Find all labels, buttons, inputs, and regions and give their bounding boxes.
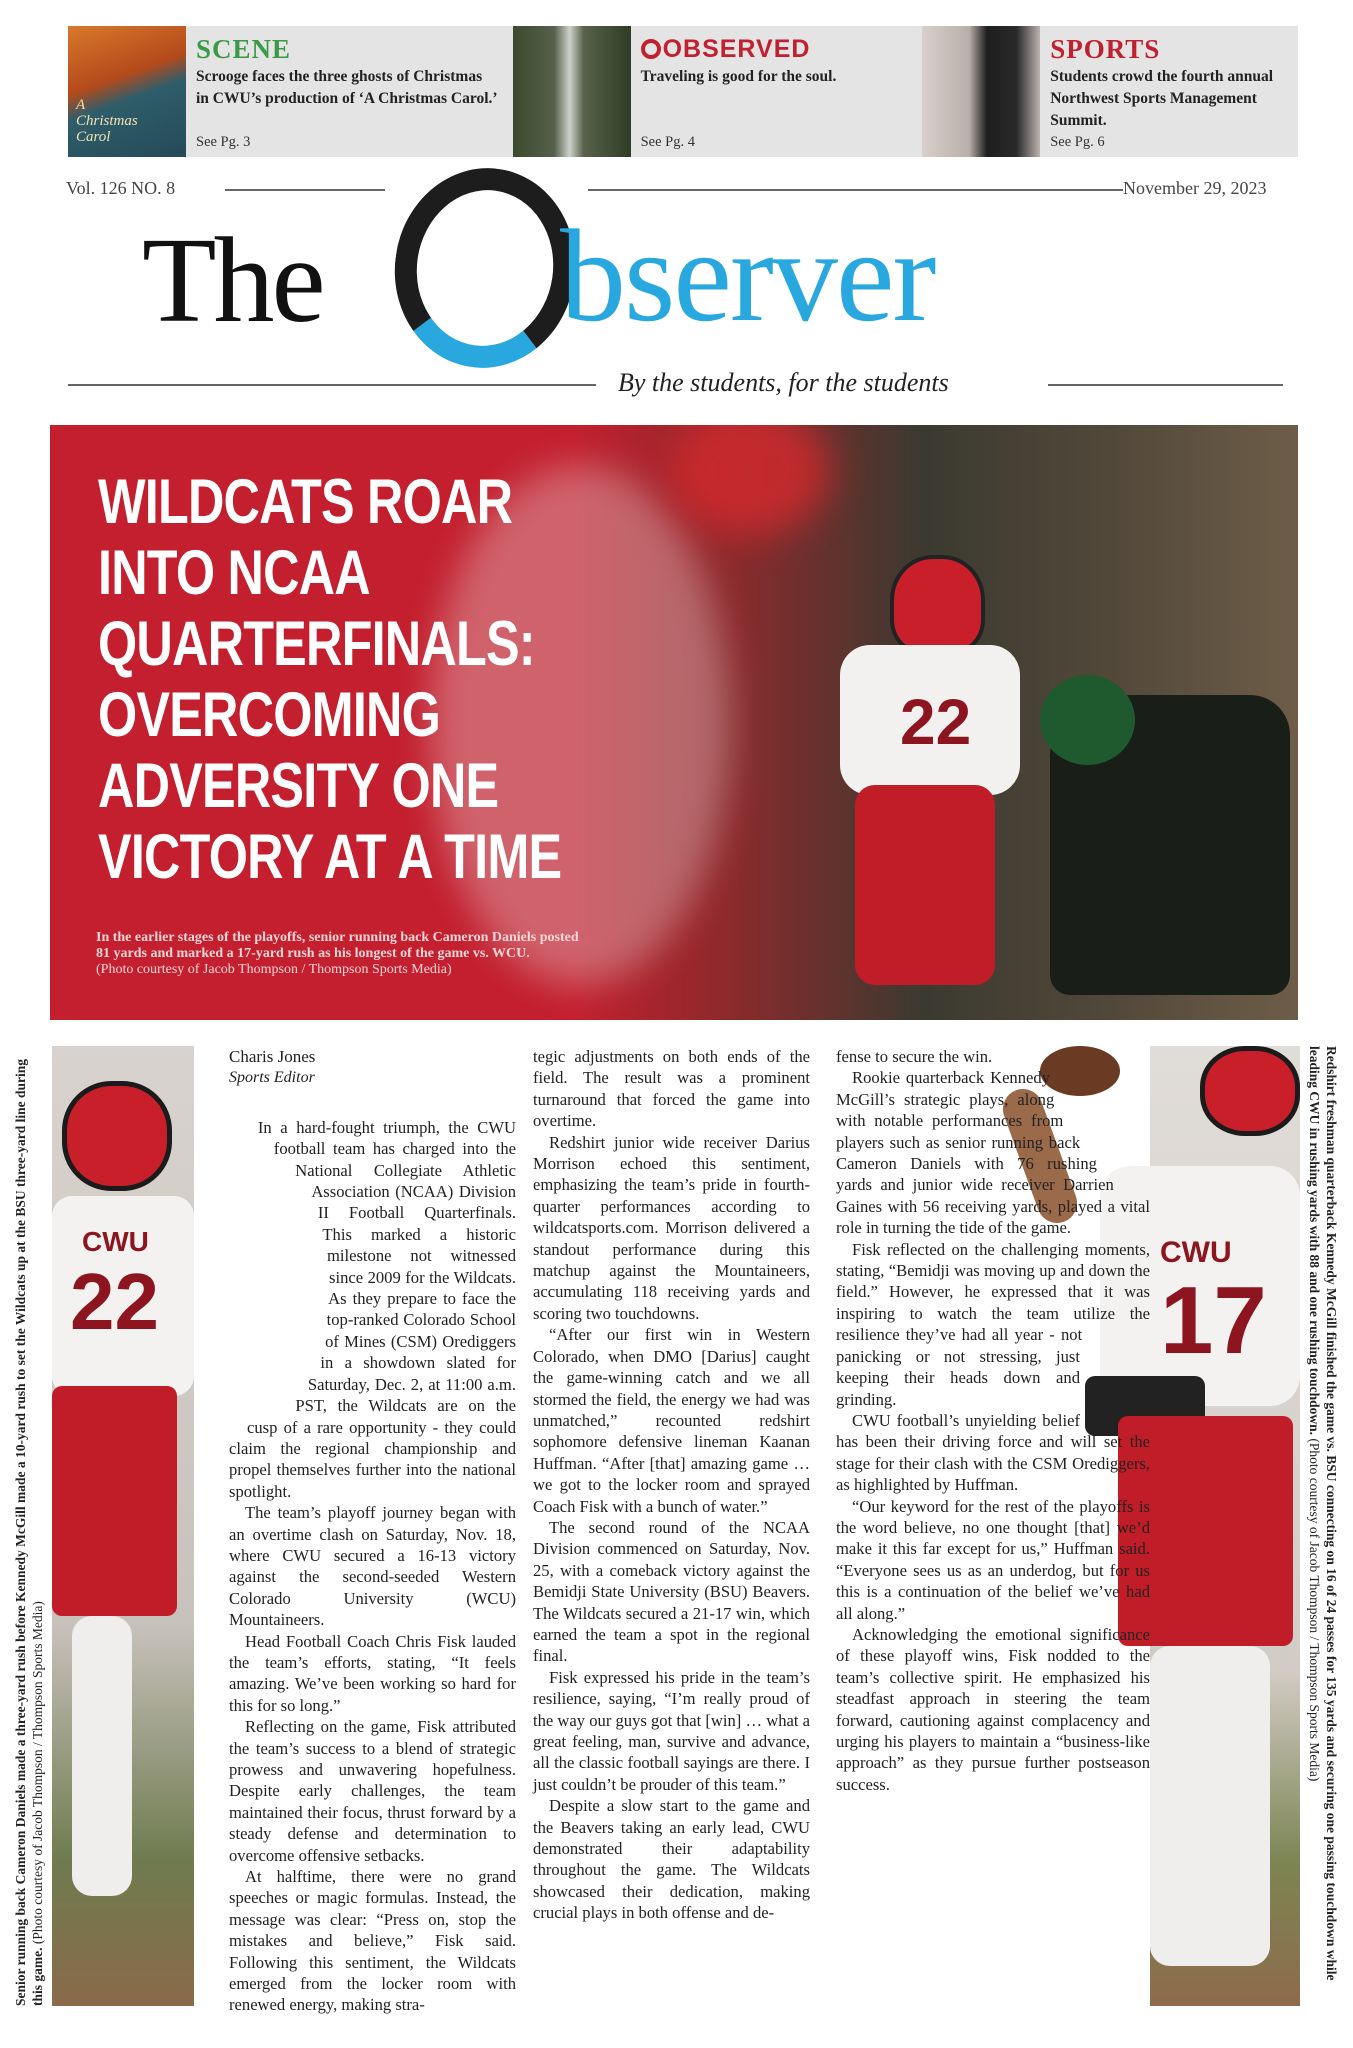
- headline-line: VICTORY AT A TIME: [98, 822, 562, 892]
- paragraph: fense to secure the win.: [836, 1047, 993, 1066]
- helmet: [890, 555, 985, 655]
- blurred-helmet: [670, 425, 830, 535]
- jersey-team: CWU: [82, 1226, 149, 1257]
- running-back-player: [820, 555, 1050, 1015]
- pants: [52, 1386, 177, 1616]
- byline-role: Sports Editor: [229, 1069, 315, 1087]
- headline-line: INTO NCAA: [98, 538, 370, 608]
- teaser-page-ref[interactable]: See Pg. 3: [196, 134, 251, 150]
- logo-o-mark: [382, 156, 588, 379]
- left-player-photo: [52, 1046, 194, 2006]
- paragraph: The team’s playoff journey began with an overtime clash on Saturday, Nov. 18, where CWU secured a 16-13 victory against the second-seeded Western Colorado University (WCU) Mountaineers.: [229, 1503, 516, 1630]
- headline-line: QUARTERFINALS:: [98, 609, 535, 679]
- caption-text: In the earlier stages of the playoffs, senior running back Cameron Daniels posted 81 yards and marked a 17-yard rush as his longest of the game vs. WCU.: [96, 930, 579, 961]
- paragraph: The second round of the NCAA Division commenced on Saturday, Nov. 25, with a comeback victory against the Bemidji State University (BSU) Beavers. The Wildcats secured a 21-17 win, which earned the team a spot in the regional final.: [533, 1517, 810, 1666]
- hero-caption: [96, 930, 596, 978]
- headline-line: OVERCOMING: [98, 680, 441, 750]
- photo-credit: (Photo courtesy of Jacob Thompson / Thompson Sports Media): [1307, 1438, 1322, 1782]
- helmet: [62, 1081, 172, 1191]
- article-column-3: [836, 1046, 1150, 1795]
- jersey-number: 17: [1160, 1267, 1267, 1374]
- right-photo-caption: [1306, 1046, 1340, 2006]
- divider: [225, 189, 385, 191]
- teaser-kicker: SPORTS: [1050, 34, 1161, 64]
- jersey-number: 22: [70, 1257, 159, 1346]
- byline-author: Charis Jones: [229, 1047, 316, 1066]
- paragraph: Reflecting on the game, Fisk attributed the team’s success to a blend of strategic prowess and unwavering hopefulness. Despite early challenges, the team maintained their focus, thrust forward by a steady defense and determination to overcome offensive setbacks.: [229, 1717, 516, 1865]
- photo-credit: (Photo courtesy of Jacob Thompson / Thompson Sports Media): [96, 962, 452, 977]
- headline: [98, 467, 561, 893]
- paragraph: “After our first win in Western Colorado, when DMO [Darius] caught the game-winning catch and we all stormed the field, the energy we had was unmatched,” recounted redshirt sophomore defensive lineman Kaanan Huffman. “After [that] amazing game … we got to the locker room and sprayed Coach Fisk with a bunch of water.”: [533, 1325, 810, 1516]
- divider: [68, 384, 596, 386]
- caption-text: Redshirt freshman quarterback Kennedy McGill finished the game vs. BSU connecting on 16 of 24 passes for 135 yards and securing one passing touchdown while leading CWU in rushing yards with 88 and one rushing touchdown.: [1307, 1046, 1339, 1981]
- waterfall-thumbnail: [513, 26, 631, 157]
- teaser-banner: [68, 26, 1298, 157]
- paragraph: Fisk expressed his pride in the team’s resilience, saying, “I’m really proud of the way our guys got that [win] … what a great feeling, man, survive and advance, all the classic football sayings are there. I just couldn’t be prouder of this team.”: [533, 1667, 810, 1794]
- paragraph: Redshirt junior wide receiver Darius Morrison echoed this sentiment, emphasizing the team’s pride in fourth-quarter performances according to wildcatsports.com. Morrison delivered a standout performance during this matchup against the Mountaineers, accumulating 118 receiving yards and scoring two touchdowns.: [533, 1132, 810, 1323]
- divider: [1048, 384, 1283, 386]
- teaser-kicker-text: OBSERVED: [662, 35, 811, 63]
- leg: [72, 1616, 132, 1896]
- paragraph: In a hard-fought triumph, the CWU football team has charged into the National Collegiate Athletic Association (NCAA) Division II Football Quarterfinals. This marked a historic milestone not witnessed since 2009 for the Wildcats. As they prepare to face the top-ranked Colorado School of Mines (CSM) Orediggers in a showdown slated for Saturday, Dec. 2, at 11:00 a.m. PST, the Wildcats are on the cusp of a rare opportunity - they could claim the regional championship and propel themselves further into the national spotlight.: [229, 1117, 516, 1501]
- summit-speaker-thumbnail: [922, 26, 1040, 157]
- logo-the: The: [142, 213, 323, 348]
- issue-date: November 29, 2023: [1123, 178, 1267, 198]
- green-helmet: [1040, 675, 1135, 765]
- paragraph: Rookie quarterback Kennedy McGill’s strategic plays, along with notable performances from players such as senior running back Cameron Daniels with 76 rushing yards and junior wide receiver Darrien Gaines with 56 receiving yards, played a vital role in turning the tide of the game.: [836, 1068, 1150, 1238]
- paragraph: At halftime, there were no grand speeches or magic formulas. Instead, the message was clear: “Press on, stop the mistakes and believe,” Fisk said. Following this sentiment, the Wildcats emerged from the locker room with renewed energy, making stra-: [229, 1867, 516, 2015]
- teaser-scene[interactable]: [68, 26, 509, 157]
- tagline: By the students, for the students: [618, 368, 949, 397]
- photo-credit: (Photo courtesy of Jacob Thompson / Thompson Sports Media): [30, 1601, 45, 1945]
- divider: [588, 189, 1123, 191]
- jersey: [52, 1196, 194, 1396]
- article-column-1: [229, 1046, 516, 2016]
- logo-bserver: bserver: [560, 202, 935, 349]
- paragraph: Despite a slow start to the game and the Beavers taking an early lead, CWU demonstrated their adaptability throughout the game. The Wildcats showcased their dedication, making crucial plays in both offense and de-: [533, 1796, 810, 1923]
- helmet: [1200, 1046, 1300, 1136]
- volume-number: Vol. 126 NO. 8: [66, 178, 176, 198]
- jersey-number: 22: [900, 686, 972, 758]
- paragraph: Acknowledging the emotional significance of these playoff wins, Fisk nodded to the team’s collective spirit. He emphasized his steadfast approach in steering the team forward, cautioning against complacency and urging his players to maintain a “business-like approach” as they pursue further postseason success.: [836, 1624, 1150, 1794]
- teaser-description: Students crowd the fourth annual Northwest Sports Management Summit.: [1050, 68, 1274, 129]
- paragraph: Fisk reflected on the challenging moments, stating, “Bemidji was moving up and down the field.” However, he expressed that it was inspiring to watch the team utilize the resilience they’ve had all year - not panicking or not stressing, just keeping their heads down and grinding.: [836, 1239, 1150, 1409]
- caption-text: Senior running back Cameron Daniels made a three-yard rush before Kennedy McGill made a 10-yard rush to set the Wildcats up at the BSU three-yard line during this game.: [13, 1058, 45, 2006]
- hero-photo: [50, 425, 1298, 1020]
- paragraph: tegic adjustments on both ends of the field. The result was a prominent turnaround that forced the game into overtime.: [533, 1047, 810, 1131]
- article-column-2: [533, 1046, 810, 1924]
- paragraph: “Our keyword for the rest of the playoffs is the word believe, no one thought [that] we’d make it this far except for us,” Huffman said. “Everyone sees us as an underdog, but for us this is a continuation of the belief we’ve had all along.”: [836, 1496, 1150, 1623]
- teaser-sports[interactable]: [922, 26, 1298, 157]
- paragraph: Head Football Coach Chris Fisk lauded the team’s efforts, stating, “It feels amazing. We’ve been working so hard for this for so long.”: [229, 1631, 516, 1715]
- teaser-observed[interactable]: [513, 26, 919, 157]
- pants: [855, 785, 995, 985]
- christmas-carol-thumbnail: [68, 26, 186, 157]
- teaser-page-ref[interactable]: See Pg. 4: [640, 134, 695, 150]
- thumbnail-title: A Christmas Carol: [76, 97, 138, 145]
- headline-line: WILDCATS ROAR: [98, 467, 513, 537]
- magnifier-icon: [641, 39, 661, 59]
- teaser-description: Traveling is good for the soul.: [640, 68, 837, 85]
- legs: [1150, 1646, 1270, 1966]
- jersey-team: CWU: [1160, 1236, 1232, 1269]
- teaser-kicker: [641, 32, 909, 66]
- defender-player: [1050, 695, 1290, 995]
- left-photo-caption: [12, 1046, 46, 2006]
- teaser-page-ref[interactable]: See Pg. 6: [1050, 134, 1105, 150]
- jersey: [840, 645, 1020, 795]
- teaser-description: Scrooge faces the three ghosts of Christmas in CWU’s production of ‘A Christmas Carol.’: [196, 68, 498, 107]
- teaser-kicker: SCENE: [196, 34, 292, 64]
- headline-line: ADVERSITY ONE: [98, 751, 499, 821]
- paragraph: CWU football’s unyielding belief has been their driving force and will set the stage for their clash with the CSM Orediggers, as highlighted by Huffman.: [836, 1410, 1150, 1495]
